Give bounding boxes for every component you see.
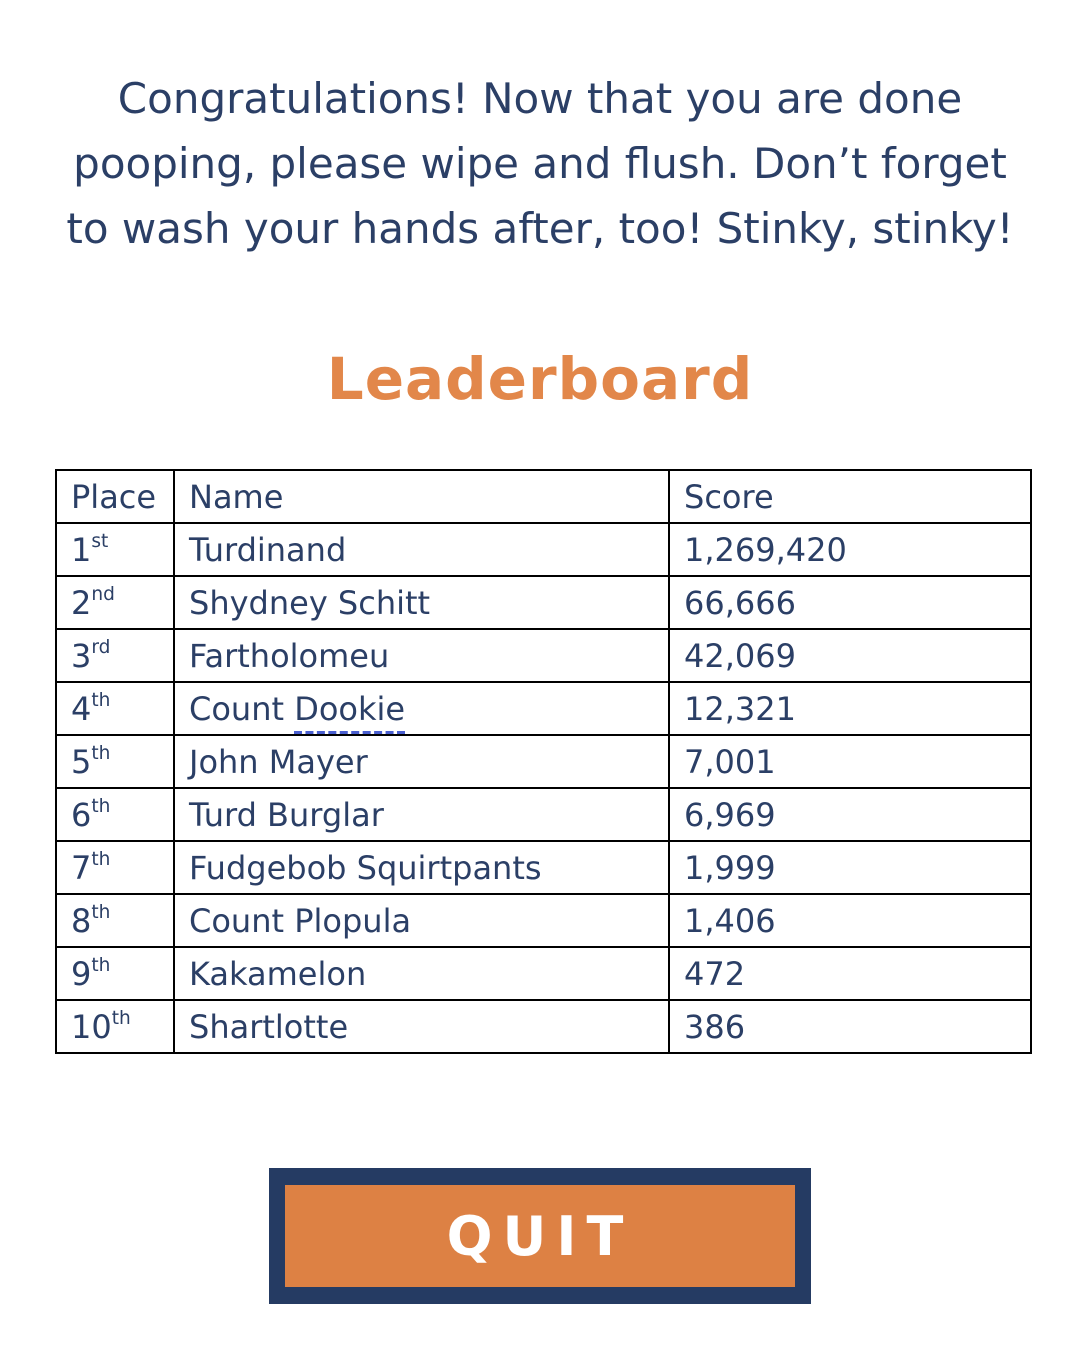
score-cell: 472 — [669, 947, 1031, 1000]
table-row — [56, 1000, 1031, 1053]
score-cell: 7,001 — [669, 735, 1031, 788]
header-name: Name — [174, 470, 669, 523]
table-row — [56, 841, 1031, 894]
table-row — [56, 629, 1031, 682]
name-cell: Turd Burglar — [174, 788, 669, 841]
message-line-2: pooping, please wipe and flush. Don’t forget — [73, 139, 1007, 188]
name-cell: Fudgebob Squirtpants — [174, 841, 669, 894]
place-cell: 4th — [56, 682, 174, 735]
name-cell: John Mayer — [174, 735, 669, 788]
header-score: Score — [669, 470, 1031, 523]
quit-button-face[interactable] — [285, 1185, 795, 1287]
name-cell: Count Dookie — [174, 682, 669, 735]
score-cell: 6,969 — [669, 788, 1031, 841]
header-place: Place — [56, 470, 174, 523]
table-row — [56, 735, 1031, 788]
name-cell: Turdinand — [174, 523, 669, 576]
table-row — [56, 576, 1031, 629]
name-cell: Count Plopula — [174, 894, 669, 947]
message-line-3: to wash your hands after, too! Stinky, stinky! — [66, 204, 1014, 253]
place-cell: 5th — [56, 735, 174, 788]
score-cell: 1,269,420 — [669, 523, 1031, 576]
score-cell: 12,321 — [669, 682, 1031, 735]
score-cell: 386 — [669, 1000, 1031, 1053]
place-cell: 9th — [56, 947, 174, 1000]
score-cell: 42,069 — [669, 629, 1031, 682]
table-row — [56, 523, 1031, 576]
place-cell: 10th — [56, 1000, 174, 1053]
score-cell: 1,999 — [669, 841, 1031, 894]
spellcheck-underline: Dookie — [294, 690, 405, 735]
score-cell: 1,406 — [669, 894, 1031, 947]
table-row — [56, 682, 1031, 735]
leaderboard-title: Leaderboard — [326, 345, 754, 413]
quit-button[interactable] — [269, 1168, 811, 1304]
table-row — [56, 894, 1031, 947]
quit-button-label: QUIT — [446, 1204, 634, 1268]
score-cell: 66,666 — [669, 576, 1031, 629]
message-line-1: Congratulations! Now that you are done — [117, 74, 963, 123]
table-row — [56, 788, 1031, 841]
header-row — [56, 470, 1031, 523]
place-cell: 1st — [56, 523, 174, 576]
name-cell: Shydney Schitt — [174, 576, 669, 629]
table-row — [56, 947, 1031, 1000]
place-cell: 2nd — [56, 576, 174, 629]
place-cell: 8th — [56, 894, 174, 947]
name-cell: Kakamelon — [174, 947, 669, 1000]
name-cell: Fartholomeu — [174, 629, 669, 682]
place-cell: 3rd — [56, 629, 174, 682]
place-cell: 6th — [56, 788, 174, 841]
place-cell: 7th — [56, 841, 174, 894]
congrats-message — [0, 0, 1080, 261]
leaderboard-table — [55, 469, 1032, 1054]
name-cell: Shartlotte — [174, 1000, 669, 1053]
